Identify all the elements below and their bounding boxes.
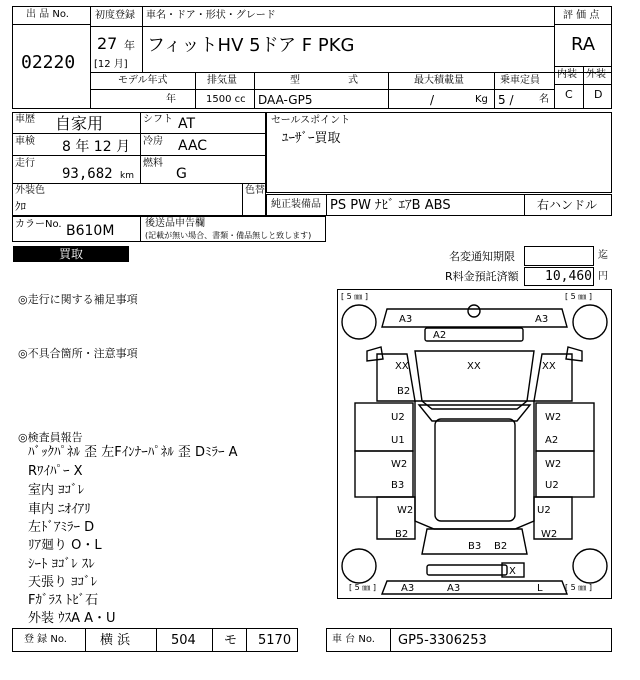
exterior-grade: D bbox=[594, 88, 603, 101]
capacity-value: 5 / bbox=[498, 93, 514, 107]
history-value: 自家用 bbox=[55, 114, 104, 133]
rear-window bbox=[427, 565, 507, 575]
color-no-value: B610M bbox=[66, 223, 115, 239]
capacity-label: 乗車定員 bbox=[500, 75, 540, 86]
divider bbox=[90, 89, 554, 90]
docs-label: 後送品申告欄 bbox=[145, 218, 205, 229]
fuel-value: G bbox=[176, 166, 187, 182]
car-name-label: 車名・ドア・形状・グレード bbox=[146, 10, 276, 21]
mark-hood-center: XX bbox=[467, 361, 481, 372]
mark-f-door-right-top: W2 bbox=[545, 412, 562, 423]
divider bbox=[12, 155, 266, 156]
mark-f-door-left-top: U2 bbox=[391, 412, 405, 423]
divider bbox=[156, 628, 157, 652]
divider bbox=[494, 72, 495, 109]
first-reg-label: 初度登録 bbox=[95, 10, 135, 21]
tire-front-right bbox=[573, 305, 607, 339]
exterior-color-label: 外装色 bbox=[15, 185, 45, 196]
divider bbox=[554, 6, 555, 109]
type-value: DAA-GP5 bbox=[258, 93, 313, 107]
interior-grade: C bbox=[565, 88, 573, 101]
steering-value: 右ハンドル bbox=[537, 198, 598, 212]
max-load-value: / bbox=[430, 93, 435, 107]
mark-front-left: A3 bbox=[399, 314, 413, 325]
tire-depth-front-left: [ 5 ㎜ ] bbox=[341, 292, 368, 301]
name-change-box bbox=[524, 246, 594, 266]
inspector-note: Fｶﾞﾗｽ ﾄﾋﾞ石 bbox=[28, 593, 99, 608]
inspector-note: Rﾜｲﾊﾟｰ X bbox=[28, 464, 83, 479]
ac-label: 冷房 bbox=[143, 136, 163, 147]
grade-label: 評 価 点 bbox=[563, 10, 600, 21]
reg-area: 横 浜 bbox=[100, 633, 131, 648]
divider bbox=[195, 72, 196, 109]
mark-quarter-right-bottom: W2 bbox=[541, 529, 558, 540]
color-change-label: 色替 bbox=[245, 185, 265, 196]
type-label: 型 bbox=[290, 75, 300, 86]
mark-r-door-left-top: W2 bbox=[391, 459, 408, 470]
divider bbox=[12, 133, 266, 134]
divider bbox=[554, 24, 612, 25]
inspector-note: 車内 ﾆｵｲｱﾘ bbox=[28, 502, 91, 517]
reg-label: 登 録 No. bbox=[24, 634, 67, 645]
divider bbox=[90, 26, 554, 27]
mileage-value: 93,682 bbox=[62, 166, 113, 182]
name-change-label: 名変通知期限 bbox=[449, 250, 515, 263]
mark-bumper-left: A3 bbox=[401, 583, 415, 594]
mark-rear-left: B3 bbox=[468, 541, 482, 552]
model-year-value: 年 bbox=[166, 94, 176, 105]
divider bbox=[140, 216, 141, 242]
inspector-note: 室内 ﾖｺﾞﾚ bbox=[28, 483, 85, 498]
equipment-value: PS PW ﾅﾋﾞ ｴｱB ABS bbox=[330, 198, 451, 213]
divider bbox=[85, 628, 86, 652]
rear-left-door bbox=[355, 451, 413, 497]
max-load-unit: Kg bbox=[475, 94, 488, 105]
displacement-value: 1500 cc bbox=[206, 94, 246, 105]
divider bbox=[140, 112, 141, 183]
exterior-label: 外装 bbox=[586, 69, 606, 80]
roof bbox=[435, 419, 515, 521]
mark-quarter-left-bottom: B2 bbox=[395, 529, 409, 540]
ac-value: AAC bbox=[178, 138, 208, 154]
driving-notes-title: ◎走行に関する補足事項 bbox=[18, 293, 138, 306]
tire-depth-rear-left: [ 5 ㎜ ] bbox=[349, 583, 376, 592]
reg-kana: モ bbox=[224, 633, 238, 648]
divider bbox=[254, 72, 255, 109]
hood bbox=[415, 351, 534, 409]
divider bbox=[242, 183, 243, 216]
grade-value: RA bbox=[571, 34, 596, 55]
purchase-tag-label: 買取 bbox=[58, 247, 83, 261]
tire-rear-left bbox=[342, 549, 376, 583]
mark-f-door-right-bottom: A2 bbox=[545, 435, 559, 446]
reg-number: 5170 bbox=[258, 633, 292, 648]
divider bbox=[90, 72, 612, 73]
fuel-label: 燃料 bbox=[143, 158, 163, 169]
name-change-unit: 迄 bbox=[598, 250, 608, 261]
docs-note: (記載が無い場合、書類・備品無しと致します) bbox=[145, 231, 312, 240]
first-reg-year: 27 bbox=[97, 34, 118, 53]
divider bbox=[12, 183, 266, 184]
color-no-label: カラーNo. bbox=[15, 219, 62, 230]
reg-class: 504 bbox=[171, 633, 196, 648]
car-name: フィットHV 5ドア F PKG bbox=[147, 35, 355, 56]
mark-quarter-right-top: U2 bbox=[537, 505, 551, 516]
max-load-label: 最大積載量 bbox=[414, 75, 464, 86]
lot-number: 02220 bbox=[21, 52, 76, 73]
inspector-note: ﾘｱ廻り O・L bbox=[28, 538, 102, 553]
chassis-label: 車 台 No. bbox=[332, 634, 375, 645]
mark-hood-right: XX bbox=[542, 361, 556, 372]
mark-rear-window: X bbox=[509, 566, 516, 577]
mark-hood-left: XX bbox=[395, 361, 409, 372]
inspector-note: ﾊﾞｯｸﾊﾟﾈﾙ 歪 左Fｲﾝﾅｰﾊﾟﾈﾙ 歪 Dﾐﾗｰ A bbox=[28, 445, 238, 460]
spare-tire bbox=[468, 305, 480, 317]
sales-point-value: ﾕｰｻﾞｰ買取 bbox=[282, 131, 341, 146]
tire-depth-rear-right: [ 5 ㎜ ] bbox=[565, 583, 592, 592]
lot-label: 出 品 No. bbox=[26, 9, 69, 20]
capacity-unit: 名 bbox=[539, 94, 549, 105]
inspector-note: 左ﾄﾞｱﾐﾗｰ D bbox=[28, 520, 95, 535]
mark-fender-left: B2 bbox=[397, 386, 411, 397]
sales-point-label: セールスポイント bbox=[271, 115, 351, 126]
divider bbox=[583, 66, 584, 109]
tire-rear-right bbox=[573, 549, 607, 583]
mark-grille: A2 bbox=[433, 330, 447, 341]
mark-r-door-right-bottom: U2 bbox=[545, 480, 559, 491]
mark-r-door-right-top: W2 bbox=[545, 459, 562, 470]
mark-bumper-right: L bbox=[537, 583, 543, 594]
tire-depth-front-right: [ 5 ㎜ ] bbox=[565, 292, 592, 301]
year-unit: 年 bbox=[124, 39, 135, 52]
shift-label: シフト bbox=[143, 114, 173, 125]
mark-bumper-center: A3 bbox=[447, 583, 461, 594]
inspection-label: 車検 bbox=[15, 136, 35, 147]
shift-value: AT bbox=[178, 116, 196, 132]
inspection-value: 8 年 12 月 bbox=[62, 139, 131, 155]
inspector-note: 天張り ﾖｺﾞﾚ bbox=[28, 575, 98, 590]
recycle-value: 10,460 bbox=[545, 269, 592, 284]
inspector-note: ｼｰﾄ ﾖｺﾞﾚ ｽﾚ bbox=[28, 557, 95, 572]
mark-front-right: A3 bbox=[535, 314, 549, 325]
mark-rear-right: B2 bbox=[494, 541, 508, 552]
divider bbox=[246, 628, 247, 652]
divider bbox=[90, 6, 91, 109]
mark-quarter-left-top: W2 bbox=[397, 505, 414, 516]
mark-f-door-left-bottom: U1 bbox=[391, 435, 405, 446]
divider bbox=[142, 26, 143, 72]
divider bbox=[524, 194, 525, 216]
divider bbox=[326, 194, 327, 216]
mark-r-door-left-bottom: B3 bbox=[391, 480, 405, 491]
divider bbox=[212, 628, 213, 652]
divider bbox=[390, 628, 391, 652]
recycle-label: R料金預託済額 bbox=[445, 270, 519, 283]
defects-title: ◎不具合箇所・注意事項 bbox=[18, 347, 138, 360]
recycle-unit: 円 bbox=[598, 271, 608, 282]
car-condition-diagram bbox=[337, 289, 612, 599]
history-label: 車歴 bbox=[15, 114, 35, 125]
exterior-color-value: ｸﾛ bbox=[15, 200, 26, 213]
cabin-outline bbox=[415, 401, 534, 529]
inspector-title: ◎検査員報告 bbox=[18, 431, 83, 444]
divider bbox=[388, 72, 389, 109]
model-year-label: モデル年式 bbox=[118, 75, 168, 86]
type-label-2: 式 bbox=[348, 75, 358, 86]
mileage-unit: km bbox=[120, 171, 134, 181]
displacement-label: 排気量 bbox=[207, 75, 237, 86]
divider bbox=[12, 24, 90, 25]
interior-label: 内装 bbox=[557, 69, 577, 80]
mileage-label: 走行 bbox=[15, 158, 35, 169]
details-table bbox=[12, 112, 266, 216]
tire-front-left bbox=[342, 305, 376, 339]
equipment-label: 純正装備品 bbox=[271, 199, 321, 210]
divider bbox=[142, 6, 143, 26]
chassis-number: GP5-3306253 bbox=[398, 633, 487, 648]
inspector-note: 外装 ｳｽA A・U bbox=[28, 611, 116, 626]
first-reg-month: [12 月] bbox=[94, 59, 128, 70]
